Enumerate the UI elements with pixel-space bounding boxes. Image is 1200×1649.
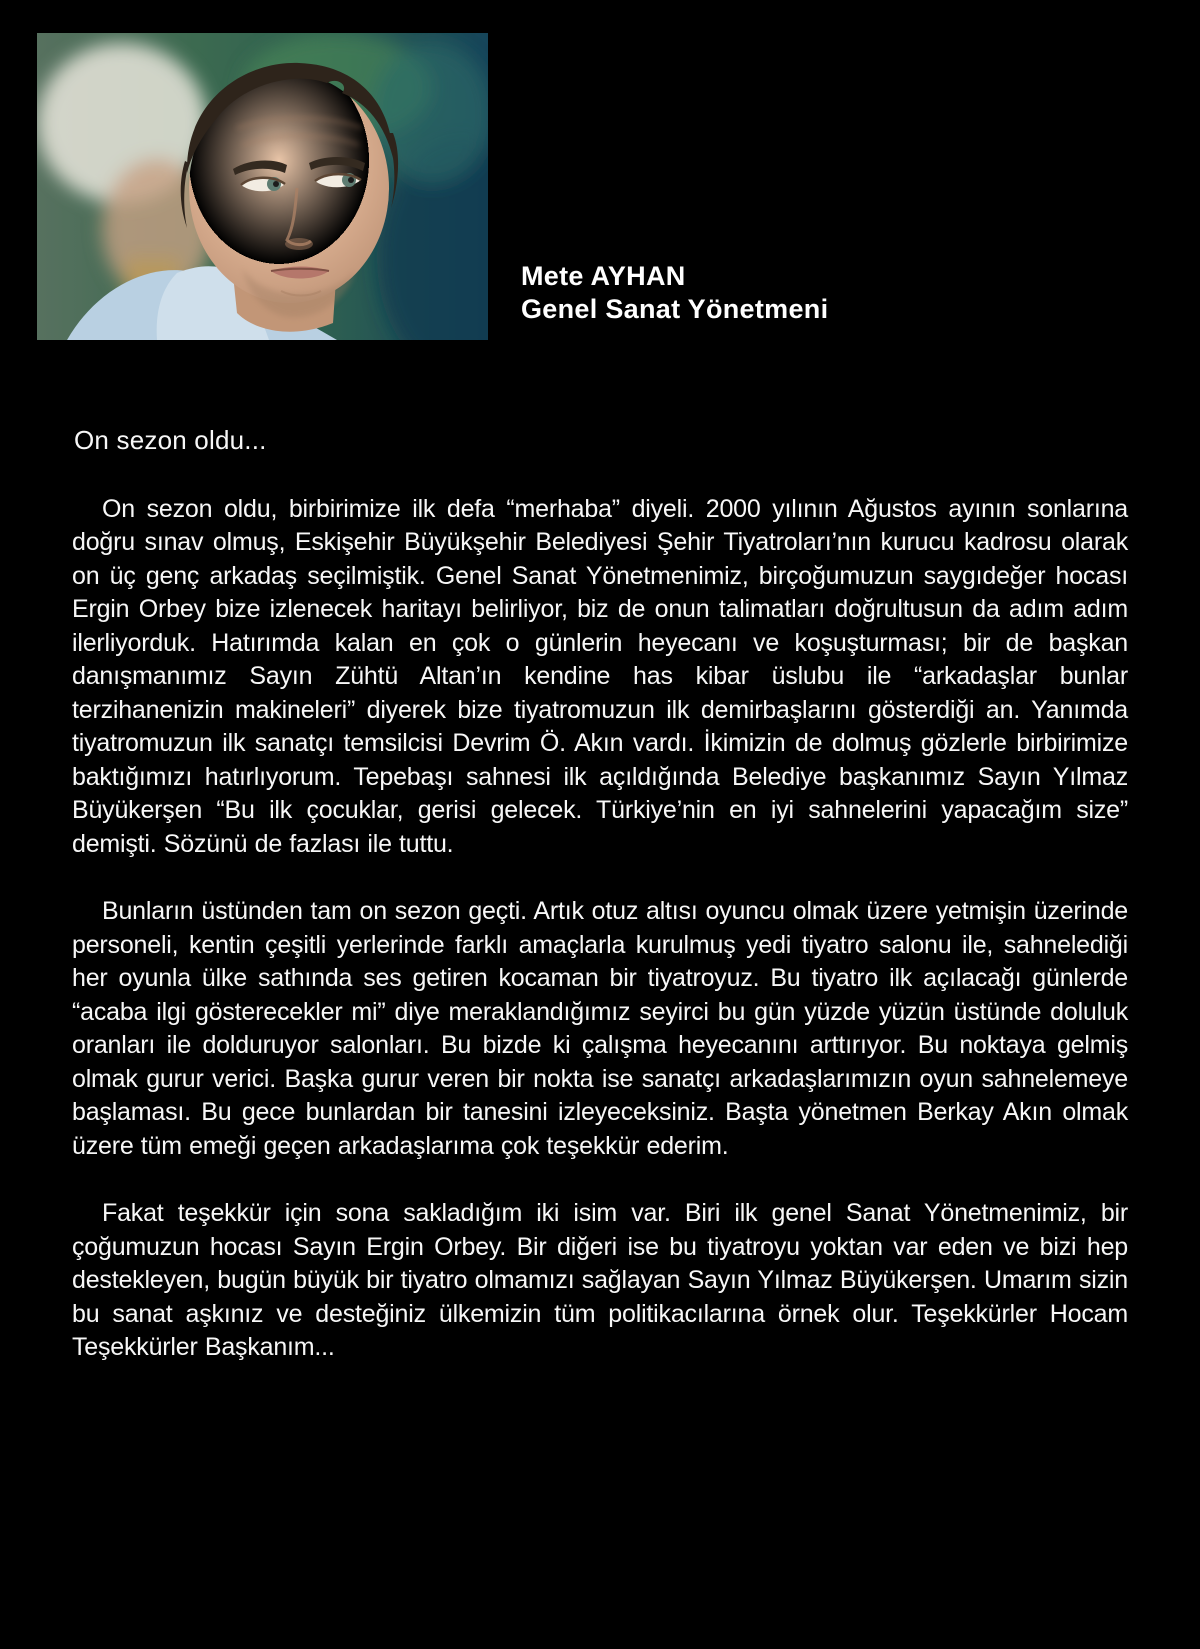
caption-title: Genel Sanat Yönetmeni (521, 294, 829, 324)
article-heading: On sezon oldu... (74, 425, 267, 455)
paragraph-1: On sezon oldu, birbirimize ilk defa “merhaba” diyeli. 2000 yılının Ağustos ayının sonlarına doğru sınav olmuş, Eskişehir Büyükşehir Belediyesi Şehir Tiyatroları’nın kurucu kadrosu olarak on üç genç arkadaş seçilmiştik. Genel Sanat Yönetmenimiz, birçoğumuzun saygıdeğer hocası Ergin Orbey bize izlenecek haritayı belirliyor, biz de onun talimatları doğrultusun da adım adım ilerliyorduk. Hatırımda kalan en çok o günlerin heyecanı ve koşuşturması; bir de başkan danışmanımız Sayın Zühtü Altan’ın kendine has kibar üslubu ile “arkadaşlar bunlar terzihanenizin makineleri” diyerek bize tiyatromuzun ilk demirbaşlarını gösterdiği an. Yanımda tiyatromuzun ilk sanatçı temsilcisi Devrim Ö. Akın vardı. İkimizin de dolmuş gözlerle birbirimize baktığımızı hatırlıyorum. Tepebaşı sahnesi ilk açıldığında Belediye başkanımız Sayın Yılmaz Büyükerşen “Bu ilk çocuklar, gerisi gelecek. Türkiye’nin en iyi sahnelerini yapacağım size” demişti. Sözünü de fazlası ile tuttu. (72, 494, 1128, 858)
paragraph-2: Bunların üstünden tam on sezon geçti. Artık otuz altısı oyuncu olmak üzere yetmişin üzerinde personeli, kentin çeşitli yerlerinde farklı amaçlarla kurulmuş yedi tiyatro salonu ile, sahnelediği her oyunla ülke sathında ses getiren kocaman bir tiyatroyuz. Bu tiyatro ilk açılacağı günlerde “acaba ilgi gösterecekler mi” diye meraklandığımız seyirci bu gün yüzde yüzün üstünde doluluk oranları ile dolduruyor salonları. Bu bizde ki çalışma heyecanını arttırıyor. Bu noktaya gelmiş olmak gurur verici. Başka gurur veren bir nokta ise sanatçı arkadaşlarımızın oyun sahnelemeye başlaması. Bu gece bunlardan bir tanesini izleyeceksiniz. Başta yönetmen Berkay Akın olmak üzere tüm emeği geçen arkadaşlarıma çok teşekkür ederim. (72, 897, 1128, 1160)
portrait-illustration (37, 33, 488, 340)
caption-block (521, 260, 828, 326)
portrait-photo (37, 33, 488, 340)
article-body (72, 424, 1128, 1365)
caption-name: Mete AYHAN (521, 261, 686, 291)
paragraph-3: Fakat teşekkür için sona sakladığım iki isim var. Biri ilk genel Sanat Yönetmenimiz, bir çoğumuzun hocası Sayın Ergin Orbey. Bir diğeri ise bu tiyatroyu yoktan var eden ve bizi hep destekleyen, bugün büyük bir tiyatro olmamızı sağlayan Sayın Yılmaz Büyükerşen. Umarım sizin bu sanat aşkınız ve desteğiniz ülkemizin tüm politikacılarına örnek olur. Teşekkürler Hocam Teşekkürler Başkanım... (72, 1199, 1128, 1361)
